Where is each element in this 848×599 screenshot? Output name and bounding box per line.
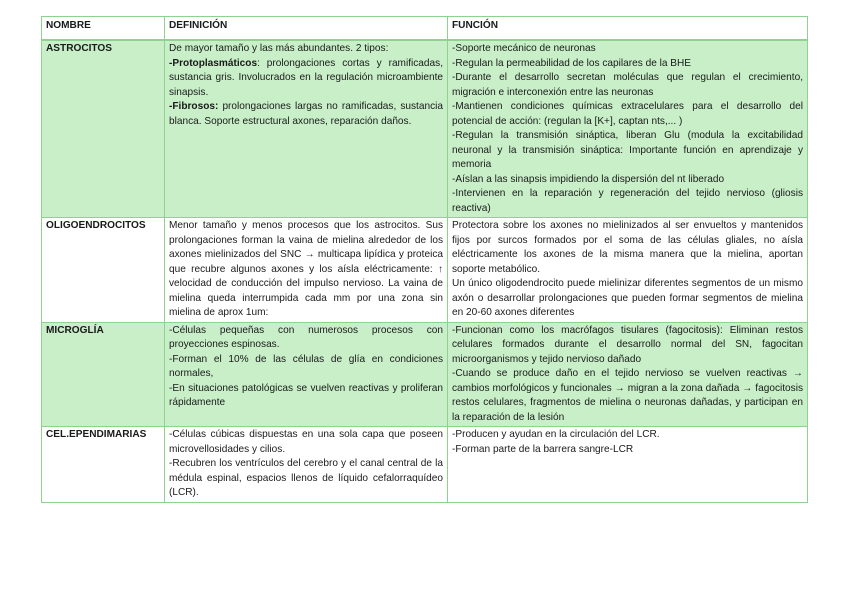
- header-funcion: FUNCIÓN: [448, 17, 808, 41]
- row-definition: Menor tamaño y menos procesos que los astrocitos. Sus prolongaciones forman la vaina de mielina alrededor de los axones mielinizados del SNC → multicapa lipídica y proteica que recubre algunos axones y los aísla eléctricamente: ↑ velocidad de conducción del impulso nervioso. La vaina de mielina queda interrumpida cada mm por una zona sin mielina de aprox 1um:: [165, 218, 448, 323]
- function-item: -Forman parte de la barrera sangre-LCR: [452, 443, 634, 455]
- row-definition: [165, 427, 448, 503]
- header-nombre: NOMBRE: [42, 17, 165, 41]
- table-row-astrocitos: [42, 40, 808, 218]
- function-item: -Funcionan como los macrófagos tisulares (fagocitosis): Eliminan restos celulares formados durante el desarrollo normal del SN, fagocitan microorganismos y tejido nervioso dañado: [452, 324, 803, 365]
- row-function: [448, 218, 808, 323]
- fibrosos-label: -Fibrosos:: [169, 101, 219, 112]
- protoplasmaticos-label: -Protoplasmáticos: [169, 57, 258, 69]
- table-row-ependimarias: [42, 427, 808, 503]
- table-row-oligoendrocitos: [42, 218, 808, 323]
- function-item: -Producen y ayudan en la circulación del LCR.: [452, 429, 660, 440]
- function-item: -Mantienen condiciones químicas extracelulares para el desarrollo del potencial de acción: (regulan la [K+], captan nts,... ): [452, 101, 803, 127]
- function-item: -Cuando se produce daño en el tejido nervioso se vuelven reactivas → cambios morfológicos y funcionales → migran a la zona dañada → fagocitosis restos celulares, fragmentos de mielina o neuronas dañadas, y participan en la reparación de la lesión: [452, 368, 803, 423]
- row-name: CEL.EPENDIMARIAS: [42, 427, 165, 503]
- fibrosos-text: prolongaciones largas no ramificadas, sustancia blanca. Soporte estructural axones, reparación daños.: [169, 101, 443, 127]
- row-definition: [165, 322, 448, 427]
- definition-item: -Forman el 10% de las células de glía en condiciones normales,: [169, 353, 443, 379]
- function-item: Protectora sobre los axones no mielinizados al ser envueltos y mantenidos fijos por surcos formados por el soma de las células gliales, no aísla eléctricamente los axones de la misma manera que la mielina, aportan soporte metabólico.: [452, 220, 803, 275]
- definition-intro: De mayor tamaño y las más abundantes. 2 tipos:: [169, 43, 389, 54]
- header-definicion: DEFINICIÓN: [165, 17, 448, 41]
- definition-item: -Células pequeñas con numerosos procesos con proyecciones espinosas.: [169, 324, 443, 350]
- document-page: [41, 16, 807, 503]
- function-item: -Regulan la transmisión sináptica, liberan Glu (modula la excitabilidad neuronal y la transmisión sináptica: Importante función en aprendizaje y memoria: [452, 130, 803, 170]
- definition-item: -En situaciones patológicas se vuelven reactivas y proliferan rápidamente: [169, 382, 443, 408]
- protoplasmaticos-text: : prolongaciones cortas y ramificadas, sustancia gris. Involucrados en la regulación microambiente sinapsis.: [169, 57, 443, 98]
- glia-cells-table: [41, 16, 808, 503]
- table-row-microglia: [42, 322, 808, 427]
- function-item: -Aíslan a las sinapsis impidiendo la dispersión del nt liberado: [452, 173, 725, 185]
- table-header-row: [42, 17, 808, 41]
- row-function: [448, 40, 808, 218]
- function-item: -Regulan la permeabilidad de los capilares de la BHE: [452, 57, 692, 69]
- function-item: -Soporte mecánico de neuronas: [452, 43, 596, 54]
- row-name: OLIGOENDROCITOS: [42, 218, 165, 323]
- function-item: -Intervienen en la reparación y regeneración del tejido nervioso (gliosis reactiva): [452, 188, 803, 214]
- definition-item: -Células cúbicas dispuestas en una sola capa que poseen microvellosidades y cilios.: [169, 429, 443, 455]
- definition-item: -Recubren los ventrículos del cerebro y el canal central de la médula espinal, espacios llenos de líquido cefalorraquídeo (LCR).: [169, 458, 443, 498]
- row-name: MICROGLÍA: [42, 322, 165, 427]
- function-item: Un único oligodendrocito puede mielinizar diferentes segmentos de un mismo axón o desarrollar prolongaciones que pueden formar segmentos de mielina en 20-60 axones diferentes: [452, 278, 803, 318]
- row-function: [448, 427, 808, 503]
- row-function: [448, 322, 808, 427]
- row-definition: [165, 40, 448, 218]
- row-name: ASTROCITOS: [42, 40, 165, 218]
- function-item: -Durante el desarrollo secretan moléculas que regulan el crecimiento, migración e interconexión entre las neuronas: [452, 72, 803, 98]
